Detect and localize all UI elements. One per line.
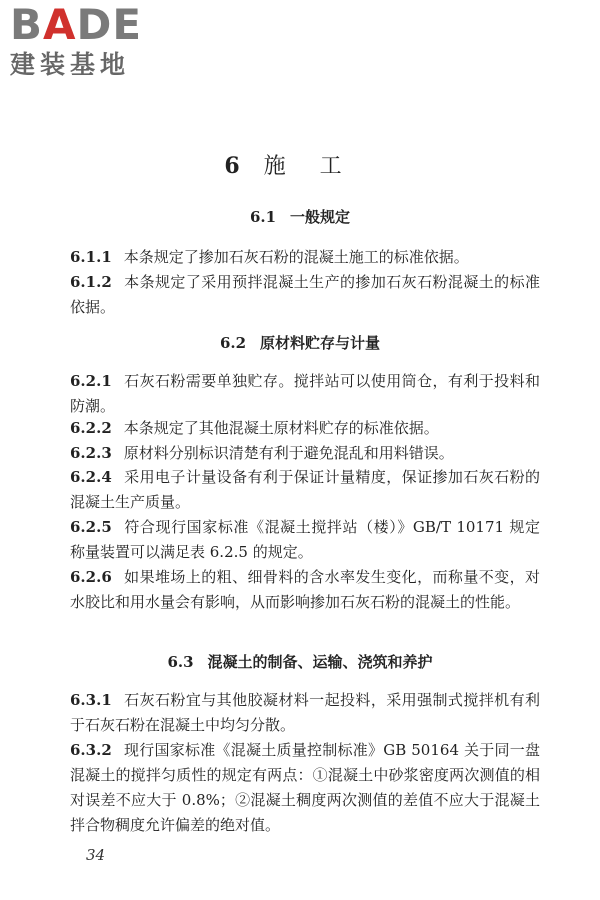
paragraph: 6.2.4 采用电子计量设备有利于保证计量精度，保证掺加石灰石粉的混凝土生产质量。 (70, 468, 540, 511)
logo-wordmark: BADE (10, 0, 143, 49)
bade-logo (10, 2, 180, 92)
section-heading: 6.1 一般规定 (249, 208, 351, 226)
logo-subtitle: 建装基地 (10, 50, 131, 79)
section-heading: 6.3 混凝土的制备、运输、浇筑和养护 (167, 653, 433, 671)
paragraph: 6.2.1 石灰石粉需要单独贮存。搅拌站可以使用筒仓，有利于投料和防潮。 (70, 372, 540, 415)
paragraph: 6.2.5 符合现行国家标准《混凝土搅拌站（楼）》GB/T 10171 规定称量装置可以满足表 6.2.5 的规定。 (70, 518, 540, 561)
chapter-number: 6 (224, 153, 240, 179)
paragraph: 6.1.1 本条规定了掺加石灰石粉的混凝土施工的标准依据。 (70, 248, 469, 266)
page-number: 34 (86, 846, 106, 864)
section-heading: 6.2 原材料贮存与计量 (219, 334, 381, 352)
paragraph: 6.3.2 现行国家标准《混凝土质量控制标准》GB 50164 关于同一盘混凝土的搅拌匀质性的规定有两点：①混凝土中砂浆密度两次测值的相对误差不应大于 0.8%；②混凝土稠度两次测值的差值不应大于混凝土拌合物稠度允许偏差的绝对值。 (70, 741, 540, 834)
chapter-title-text: 施工 (263, 154, 376, 179)
chapter-title (0, 150, 600, 183)
paragraph: 6.1.2 本条规定了采用预拌混凝土生产的掺加石灰石粉混凝土的标准依据。 (70, 273, 540, 316)
paragraph: 6.2.6 如果堆场上的粗、细骨料的含水率发生变化，而称量不变，对水胶比和用水量会有影响，从而影响掺加石灰石粉的混凝土的性能。 (70, 568, 540, 611)
paragraph: 6.2.3 原材料分别标识清楚有利于避免混乱和用料错误。 (70, 444, 454, 462)
paragraph: 6.2.2 本条规定了其他混凝土原材料贮存的标准依据。 (70, 419, 439, 437)
paragraph: 6.3.1 石灰石粉宜与其他胶凝材料一起投料，采用强制式搅拌机有利于石灰石粉在混凝土中均匀分散。 (70, 691, 540, 734)
